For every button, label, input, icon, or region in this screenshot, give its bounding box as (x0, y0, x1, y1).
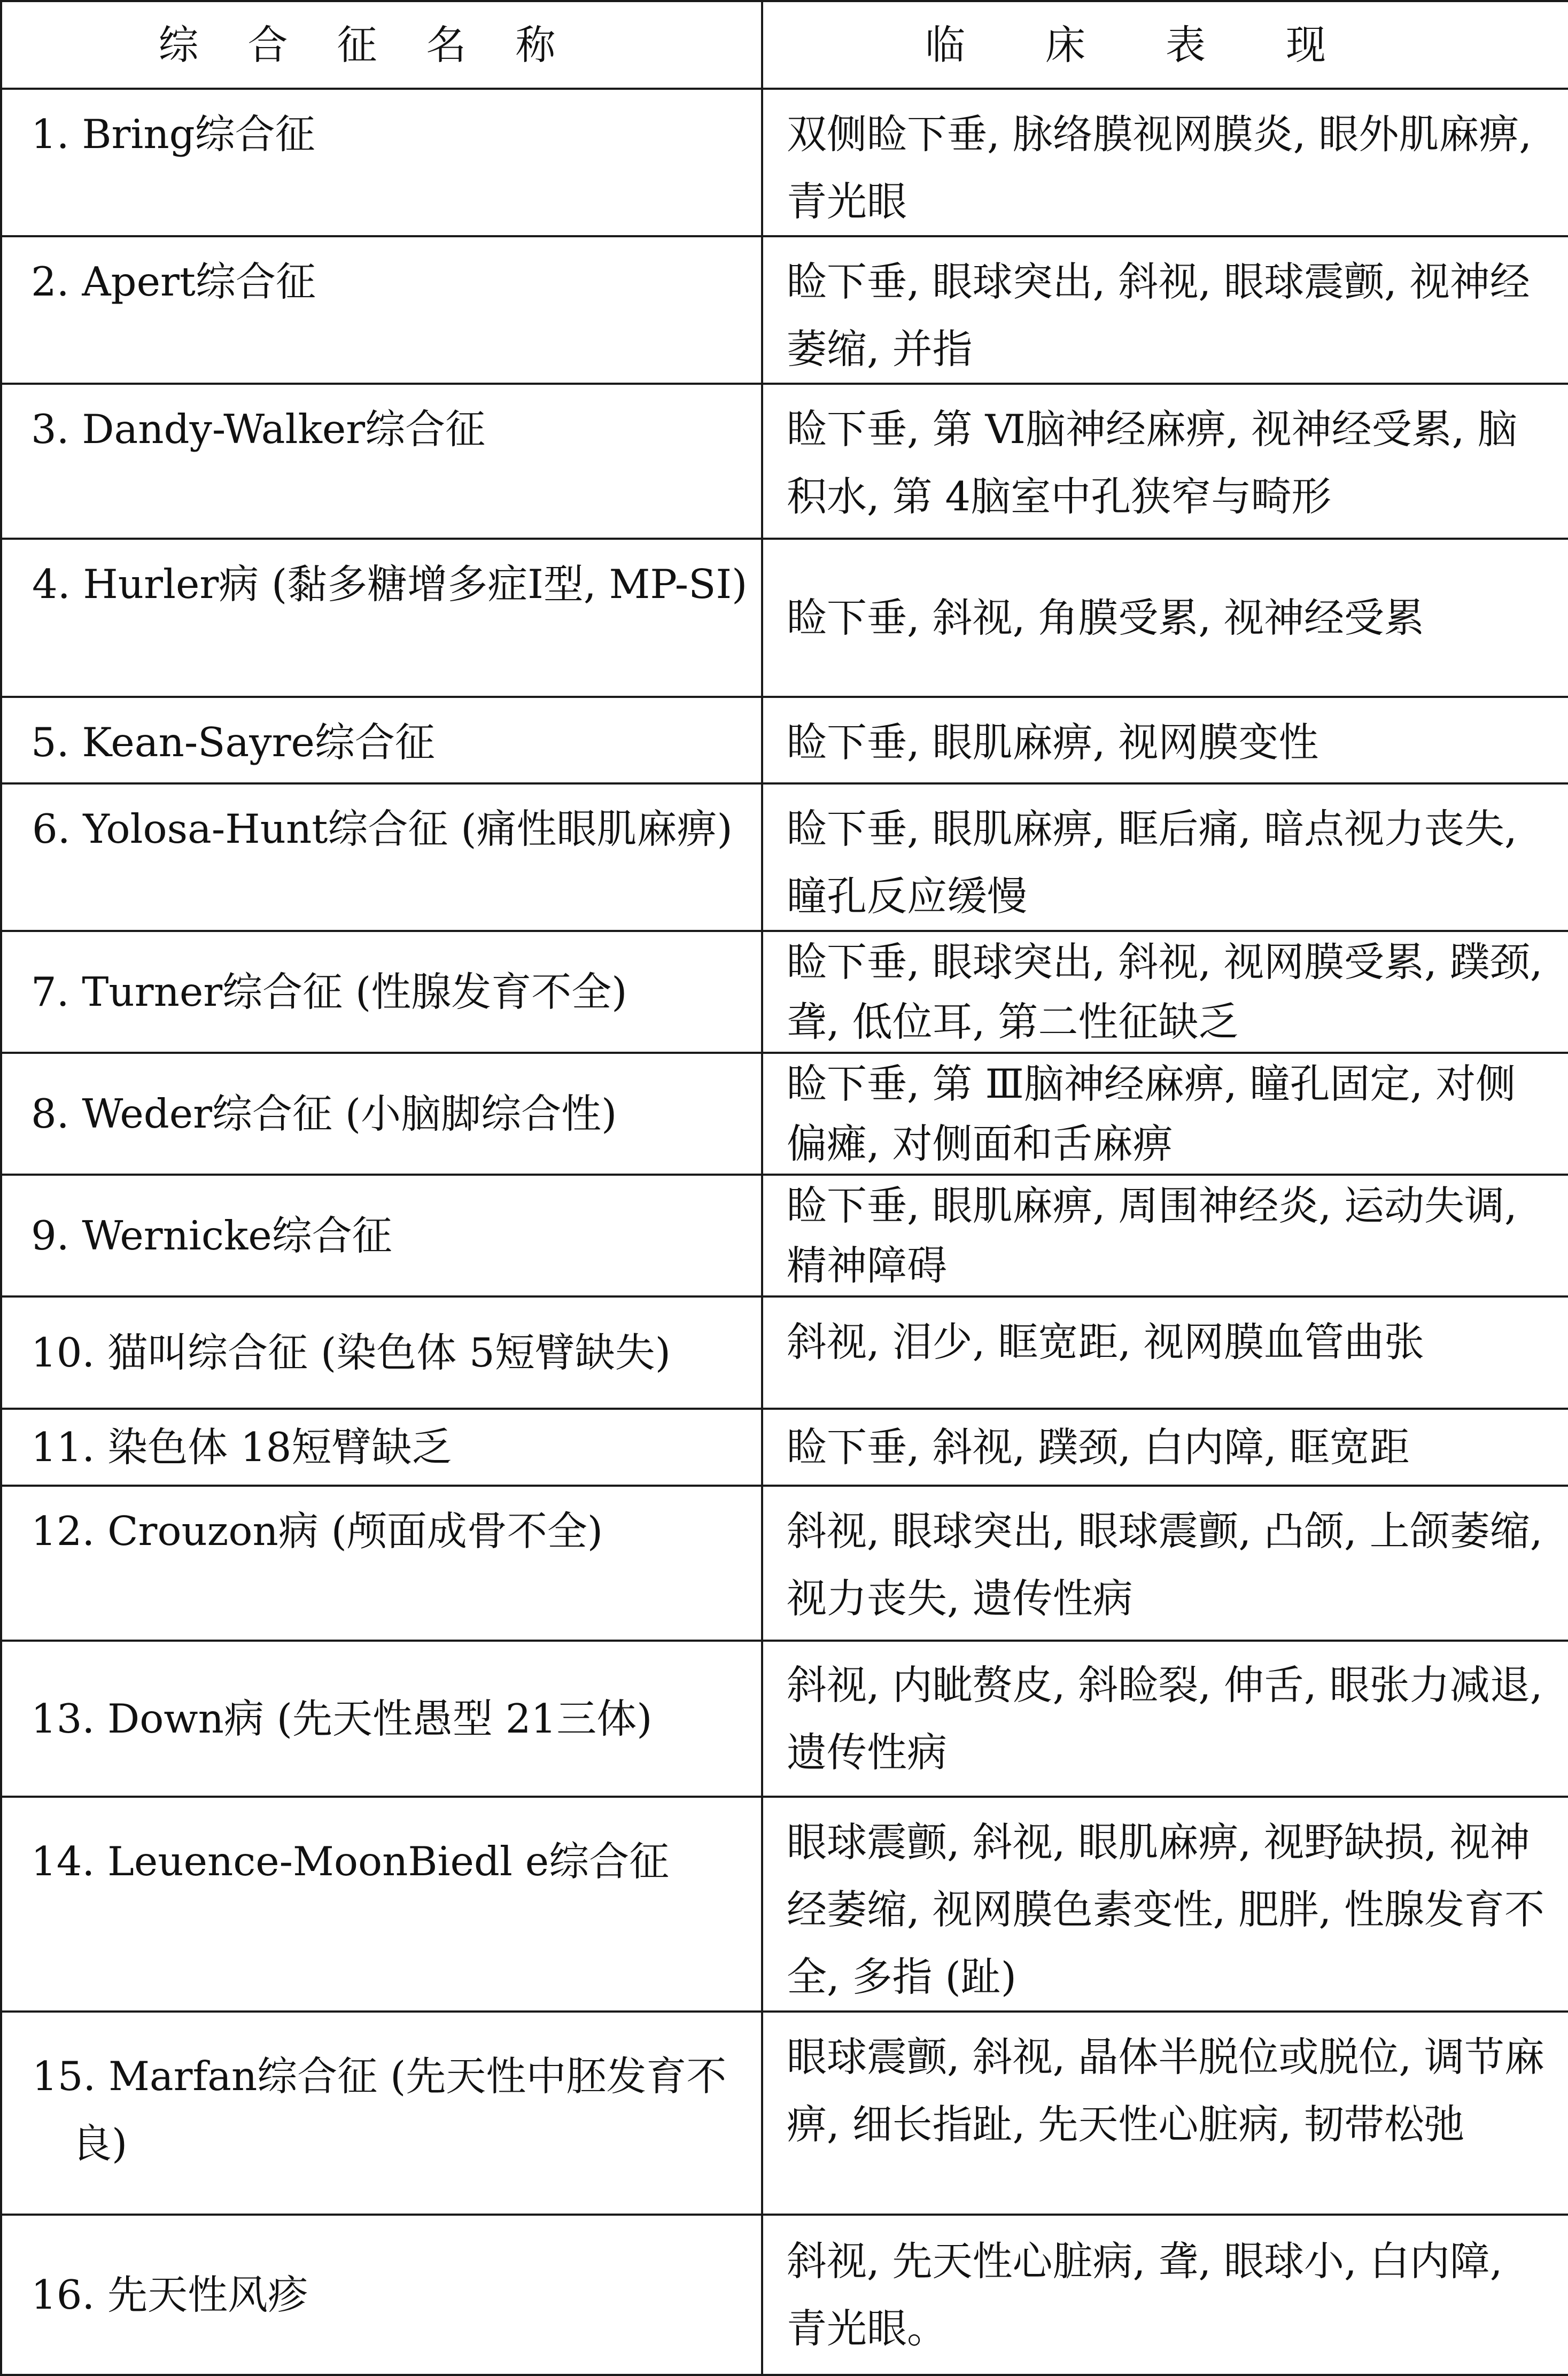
table-row (1, 1053, 1568, 1175)
clinical-manifestation: 斜视, 眼球突出, 眼球震颤, 凸颌, 上颌萎缩, 视力丧失, 遗传性病 (762, 1486, 1568, 1641)
header-clinical-manifestation: 临床表现 (762, 1, 1568, 89)
syndrome-name: 1. Bring综合征 (1, 89, 762, 236)
table-row (1, 1797, 1568, 2012)
clinical-manifestation: 睑下垂, 眼球突出, 斜视, 眼球震颤, 视神经萎缩, 并指 (762, 236, 1568, 384)
syndrome-name: 2. Apert综合征 (1, 236, 762, 384)
table-row (1, 236, 1568, 384)
table-row (1, 2215, 1568, 2375)
syndrome-name: 7. Turner综合征 (性腺发育不全) (1, 931, 762, 1053)
table-row (1, 783, 1568, 931)
table-row (1, 1641, 1568, 1797)
clinical-manifestation: 斜视, 内眦赘皮, 斜睑裂, 伸舌, 眼张力减退, 遗传性病 (762, 1641, 1568, 1797)
clinical-manifestation: 睑下垂, 眼肌麻痹, 眶后痛, 暗点视力丧失, 瞳孔反应缓慢 (762, 783, 1568, 931)
table-row (1, 1409, 1568, 1486)
syndrome-name: 9. Wernicke综合征 (1, 1175, 762, 1296)
table-row (1, 1486, 1568, 1641)
syndrome-name: 13. Down病 (先天性愚型 21三体) (1, 1641, 762, 1797)
clinical-manifestation: 斜视, 先天性心脏病, 聋, 眼球小, 白内障, 青光眼。 (762, 2215, 1568, 2375)
table-row (1, 931, 1568, 1053)
table-header-row (1, 1, 1568, 89)
syndrome-name: 14. Leuence-MoonBiedl e综合征 (1, 1797, 762, 2012)
syndrome-name: 3. Dandy-Walker综合征 (1, 384, 762, 539)
table-row (1, 1175, 1568, 1296)
clinical-manifestation: 睑下垂, 第 Ⅲ脑神经麻痹, 瞳孔固定, 对侧偏瘫, 对侧面和舌麻痹 (762, 1053, 1568, 1175)
table-row (1, 384, 1568, 539)
table-row (1, 2012, 1568, 2215)
table-row (1, 89, 1568, 236)
clinical-manifestation: 睑下垂, 眼肌麻痹, 视网膜变性 (762, 697, 1568, 783)
clinical-manifestation: 睑下垂, 第 Ⅵ脑神经麻痹, 视神经受累, 脑积水, 第 4脑室中孔狭窄与畸形 (762, 384, 1568, 539)
syndrome-name: 16. 先天性风疹 (1, 2215, 762, 2375)
syndrome-name: 10. 猫叫综合征 (染色体 5短臂缺失) (1, 1296, 762, 1409)
clinical-manifestation: 睑下垂, 斜视, 蹼颈, 白内障, 眶宽距 (762, 1409, 1568, 1486)
clinical-manifestation: 眼球震颤, 斜视, 眼肌麻痹, 视野缺损, 视神经萎缩, 视网膜色素变性, 肥胖, 性腺发育不全, 多指 (趾) (762, 1797, 1568, 2012)
table-row (1, 697, 1568, 783)
table-row (1, 539, 1568, 697)
clinical-manifestation: 眼球震颤, 斜视, 晶体半脱位或脱位, 调节麻痹, 细长指趾, 先天性心脏病, 韧带松弛 (762, 2012, 1568, 2215)
syndrome-name: 11. 染色体 18短臂缺乏 (1, 1409, 762, 1486)
clinical-manifestation: 双侧睑下垂, 脉络膜视网膜炎, 眼外肌麻痹, 青光眼 (762, 89, 1568, 236)
syndrome-name: 8. Weder综合征 (小脑脚综合性) (1, 1053, 762, 1175)
clinical-manifestation: 睑下垂, 眼球突出, 斜视, 视网膜受累, 蹼颈, 聋, 低位耳, 第二性征缺乏 (762, 931, 1568, 1053)
clinical-manifestation: 睑下垂, 斜视, 角膜受累, 视神经受累 (762, 539, 1568, 697)
table-row (1, 1296, 1568, 1409)
syndrome-name: 15. Marfan综合征 (先天性中胚发育不良) (1, 2012, 762, 2215)
clinical-manifestation: 斜视, 泪少, 眶宽距, 视网膜血管曲张 (762, 1296, 1568, 1409)
syndrome-name: 12. Crouzon病 (颅面成骨不全) (1, 1486, 762, 1641)
clinical-manifestation: 睑下垂, 眼肌麻痹, 周围神经炎, 运动失调, 精神障碍 (762, 1175, 1568, 1296)
syndrome-name: 4. Hurler病 (黏多糖增多症Ⅰ型, MP-SI) (1, 539, 762, 697)
syndrome-name: 5. Kean-Sayre综合征 (1, 697, 762, 783)
header-syndrome-name: 综合征名称 (1, 1, 762, 89)
syndrome-name: 6. Yolosa-Hunt综合征 (痛性眼肌麻痹) (1, 783, 762, 931)
